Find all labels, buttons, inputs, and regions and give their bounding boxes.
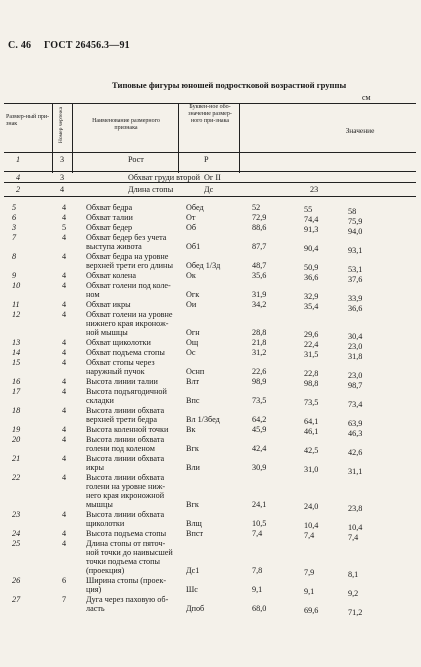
row-name-line: Обхват бедра на уровне (86, 252, 169, 261)
row-value: 46,3 (348, 429, 363, 438)
row-drawing: 4 (62, 358, 67, 367)
row-number: 12 (12, 310, 21, 319)
row-number: 11 (12, 300, 20, 309)
row-drawing: 4 (62, 473, 67, 482)
third-row-rule (4, 196, 416, 197)
row-name-line: верхней трети бедра (86, 415, 157, 424)
row-value: 64,1 (304, 417, 319, 426)
row-name-line: Длина стопы от пяточ- (86, 539, 166, 548)
col-divider-2 (72, 104, 73, 173)
row-value: 36,6 (348, 304, 363, 313)
row-symbol: Вгк (186, 500, 199, 509)
row-name-line: Обхват бедра (86, 203, 133, 212)
row-name-line: него края икроножной (86, 491, 165, 500)
row-name-line: Обхват икры (86, 300, 131, 309)
row-value: 94,0 (348, 227, 363, 236)
row-name-line: ной точки до наивысшей (86, 548, 173, 557)
row-value: 31,8 (348, 352, 363, 361)
row-symbol: Обед 1/3д (186, 261, 221, 270)
row-number: 10 (12, 281, 21, 290)
row-value: 9,1 (252, 585, 263, 594)
row-name-line: Высота подъягодичной (86, 387, 167, 396)
row-number: 17 (12, 387, 21, 396)
table-title: Типовые фигуры юношей подростковой возрастной группы (112, 80, 347, 90)
row-value: 9,2 (348, 589, 359, 598)
row-number: 9 (12, 271, 17, 280)
row-symbol: Дпоб (186, 604, 205, 613)
row-name-line: Высота подъема стопы (86, 529, 167, 538)
row-name-line: верхней трети его длины (86, 261, 173, 270)
row-drawing: 4 (62, 510, 67, 519)
row-value: 31,1 (348, 467, 363, 476)
row-value: 53,1 (348, 265, 363, 274)
row-number: 14 (12, 348, 21, 357)
table-unit: см (362, 93, 371, 102)
row-value: 22,8 (304, 369, 319, 378)
row-drawing: 4 (62, 338, 67, 347)
row-number: 22 (12, 473, 21, 482)
row-name-line: Обхват колена (86, 271, 136, 280)
row-value: 35,6 (252, 271, 267, 280)
row-number: 13 (12, 338, 21, 347)
row-value: 98,9 (252, 377, 267, 386)
row-number: 16 (12, 377, 21, 386)
row-value: 23,0 (348, 371, 363, 380)
row-value: 46,1 (304, 427, 319, 436)
primary-row-symbol: Дс (204, 185, 214, 194)
row-symbol: Впс (186, 396, 200, 405)
row-name-line: ласть (86, 604, 105, 613)
row-value: 42,4 (252, 444, 267, 453)
row-drawing: 4 (62, 233, 67, 242)
row-symbol: От (186, 213, 196, 222)
row-name-line: ной мышцы (86, 328, 128, 337)
row-drawing: 4 (62, 377, 67, 386)
row-name-line: Высота линии обхвата (86, 473, 165, 482)
row-symbol: Вгк (186, 444, 199, 453)
row-drawing: 4 (62, 406, 67, 415)
row-drawing: 4 (62, 435, 67, 444)
row-value: 74,4 (304, 215, 319, 224)
row-symbol: Огк (186, 290, 200, 299)
page-header (8, 40, 130, 51)
row-name-line: Обхват стопы через (86, 358, 155, 367)
row-value: 42,6 (348, 448, 363, 457)
row-name-line: Обхват голени на уровне (86, 310, 173, 319)
row-value: 69,6 (304, 606, 319, 615)
row-name-line: Обхват бедер без учета (86, 233, 167, 242)
row-value: 9,1 (304, 587, 315, 596)
row-value: 87,7 (252, 242, 267, 251)
row-symbol: Огн (186, 328, 200, 337)
row-number: 23 (12, 510, 21, 519)
row-value: 7,4 (348, 533, 359, 542)
primary-row-number: 4 (16, 173, 21, 182)
row-drawing: 4 (62, 300, 67, 309)
row-value: 37,6 (348, 275, 363, 284)
row-value: 73,5 (252, 396, 267, 405)
primary-row-drawing: 3 (60, 155, 65, 164)
row-value: 73,4 (348, 400, 363, 409)
row-number: 8 (12, 252, 17, 261)
row-symbol: Об1 (186, 242, 201, 251)
col-divider-1 (52, 104, 53, 173)
row-value: 10,5 (252, 519, 267, 528)
row-name-line: голени под коленом (86, 444, 155, 453)
row-drawing: 4 (62, 454, 67, 463)
row-value: 10,4 (348, 523, 363, 532)
row-number: 21 (12, 454, 21, 463)
row-drawing: 4 (62, 203, 67, 212)
row-name-line: Высота линии обхвата (86, 435, 165, 444)
row-value: 22,6 (252, 367, 267, 376)
row-name-line: Высота линии обхвата (86, 454, 165, 463)
primary-row-symbol: Р (204, 155, 209, 164)
row-value: 30,9 (252, 463, 267, 472)
row-drawing: 4 (62, 252, 67, 261)
row-value: 35,4 (304, 302, 319, 311)
row-number: 18 (12, 406, 21, 415)
row-name-line: Обхват подъема стопы (86, 348, 165, 357)
row-value: 58 (348, 207, 357, 216)
row-value: 8,1 (348, 570, 359, 579)
first-row-rule (4, 171, 416, 172)
row-symbol: Обед (186, 203, 204, 212)
row-value: 64,2 (252, 415, 267, 424)
primary-row-number: 2 (16, 185, 21, 194)
row-symbol: Вк (186, 425, 196, 434)
row-value: 31,0 (304, 465, 319, 474)
row-symbol: Вл 1/3бед (186, 415, 220, 424)
row-value: 55 (304, 205, 313, 214)
row-drawing: 4 (62, 529, 67, 538)
row-value: 50,9 (304, 263, 319, 272)
row-value: 32,9 (304, 292, 319, 301)
row-value: 7,4 (252, 529, 263, 538)
header-drawing-number: Номер чертежа (58, 106, 64, 144)
row-symbol: Дс1 (186, 566, 200, 575)
row-value: 90,4 (304, 244, 319, 253)
row-name-line: Обхват голени под коле- (86, 281, 171, 290)
row-name-line: ном (86, 290, 100, 299)
row-value: 71,2 (348, 608, 363, 617)
header-value: Значение (345, 126, 375, 135)
row-value: 24,1 (252, 500, 267, 509)
primary-row-name: Рост (128, 155, 144, 164)
row-name-line: Высота линии обхвата (86, 406, 165, 415)
primary-row-number: 1 (16, 155, 21, 164)
row-drawing: 4 (62, 348, 67, 357)
standard-code: ГОСТ 26456.3—91 (43, 40, 130, 51)
row-drawing: 4 (62, 539, 67, 548)
row-symbol: Ос (186, 348, 196, 357)
row-name-line: складки (86, 396, 114, 405)
row-value: 22,4 (304, 340, 319, 349)
row-value: 31,9 (252, 290, 267, 299)
row-name-line: ция) (86, 585, 102, 594)
row-value: 88,6 (252, 223, 267, 232)
row-value: 98,7 (348, 381, 363, 390)
row-value: 72,9 (252, 213, 267, 222)
row-name-line: Обхват бедер (86, 223, 133, 232)
second-row-rule (4, 182, 416, 183)
row-number: 27 (12, 595, 21, 604)
row-value: 98,8 (304, 379, 319, 388)
row-number: 6 (12, 213, 17, 222)
row-number: 26 (12, 576, 21, 585)
row-drawing: 5 (62, 223, 67, 232)
row-number: 19 (12, 425, 21, 434)
row-value: 91,3 (304, 225, 319, 234)
row-symbol: Влт (186, 377, 200, 386)
row-number: 7 (12, 233, 17, 242)
row-number: 25 (12, 539, 21, 548)
row-name-line: Обхват щиколотки (86, 338, 151, 347)
header-symbol: Буквен-ное обо-значение размер-ного при-знака (188, 104, 232, 124)
row-value: 23,8 (348, 504, 363, 513)
row-value: 93,1 (348, 246, 363, 255)
row-name-line: выступа живота (86, 242, 142, 251)
row-value: 7,9 (304, 568, 315, 577)
row-symbol: Ощ (186, 338, 199, 347)
row-name-line: щиколотки (86, 519, 125, 528)
row-drawing: 6 (62, 576, 67, 585)
row-symbol: Оснп (186, 367, 205, 376)
primary-row-name: Обхват груди второй (128, 173, 200, 182)
row-value: 52 (252, 203, 261, 212)
primary-row-drawing: 4 (60, 185, 65, 194)
row-value: 45,9 (252, 425, 267, 434)
row-name-line: точки подъема стопы (86, 557, 161, 566)
row-value: 42,5 (304, 446, 319, 455)
primary-row-name: Длина стопы (128, 185, 174, 194)
row-number: 20 (12, 435, 21, 444)
row-symbol: Вли (186, 463, 200, 472)
row-drawing: 4 (62, 281, 67, 290)
row-value: 31,5 (304, 350, 319, 359)
row-symbol: Ои (186, 300, 197, 309)
row-drawing: 7 (62, 595, 67, 604)
row-value: 21,8 (252, 338, 267, 347)
row-number: 5 (12, 203, 17, 212)
row-name-line: голени на уровне ниж- (86, 482, 166, 491)
row-value: 29,6 (304, 330, 319, 339)
row-name-line: Ширина стопы (проек- (86, 576, 167, 585)
row-name-line: Дуга через паховую об- (86, 595, 169, 604)
row-value: 7,8 (252, 566, 263, 575)
row-name-line: мышцы (86, 500, 113, 509)
col-divider-4 (239, 104, 240, 173)
row-drawing: 4 (62, 213, 67, 222)
row-symbol: Ок (186, 271, 196, 280)
primary-row-value: 23 (310, 185, 319, 194)
row-symbol: Об (186, 223, 197, 232)
row-value: 30,4 (348, 332, 363, 341)
page-number: С. 46 (8, 40, 32, 51)
primary-row-symbol: Ог II (204, 173, 221, 182)
row-value: 75,9 (348, 217, 363, 226)
header-bottom-rule (4, 152, 416, 153)
row-value: 10,4 (304, 521, 319, 530)
row-name-line: нижнего края икронож- (86, 319, 169, 328)
primary-row-drawing: 3 (60, 173, 65, 182)
row-symbol: Шс (186, 585, 198, 594)
row-symbol: Влщ (186, 519, 202, 528)
row-value: 31,2 (252, 348, 267, 357)
row-value: 36,6 (304, 273, 319, 282)
row-symbol: Впст (186, 529, 204, 538)
header-feature-name: Наименование размерного признака (92, 118, 160, 131)
row-name-line: (проекция) (86, 566, 125, 575)
row-number: 15 (12, 358, 21, 367)
row-value: 33,9 (348, 294, 363, 303)
row-value: 23,0 (348, 342, 363, 351)
row-value: 28,8 (252, 328, 267, 337)
row-name-line: Высота коленной точки (86, 425, 169, 434)
row-value: 7,4 (304, 531, 315, 540)
row-value: 34,2 (252, 300, 267, 309)
row-value: 24,0 (304, 502, 319, 511)
row-name-line: Высота линии обхвата (86, 510, 165, 519)
row-drawing: 4 (62, 387, 67, 396)
row-value: 68,0 (252, 604, 267, 613)
col-divider-3 (178, 104, 179, 173)
row-value: 48,7 (252, 261, 267, 270)
row-name-line: наружный пучок (86, 367, 145, 376)
row-name-line: Высота линии талии (86, 377, 158, 386)
row-value: 63,9 (348, 419, 363, 428)
row-number: 24 (12, 529, 21, 538)
row-drawing: 4 (62, 310, 67, 319)
row-value: 73,5 (304, 398, 319, 407)
row-drawing: 4 (62, 271, 67, 280)
row-name-line: Обхват талии (86, 213, 133, 222)
row-name-line: икры (86, 463, 104, 472)
row-drawing: 4 (62, 425, 67, 434)
header-size-feature: Размер-ный при-знак (6, 114, 50, 127)
row-number: 3 (12, 223, 17, 232)
